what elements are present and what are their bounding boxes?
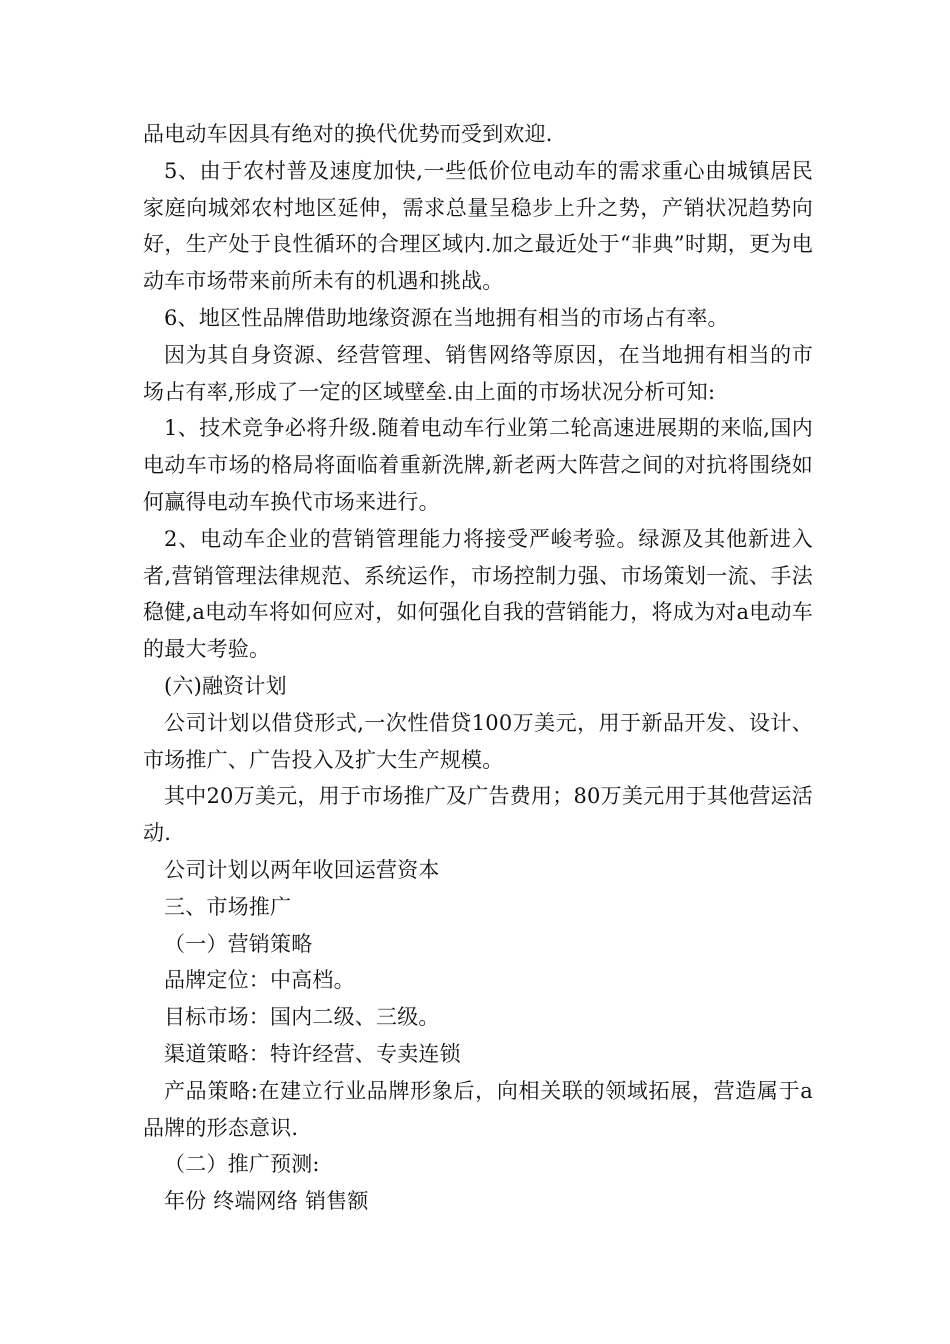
subsection-heading-promotion-forecast: （二）推广预测: bbox=[164, 1152, 320, 1177]
paragraph-3: 6、地区性品牌借助地缘资源在当地拥有相当的市场占有率。 bbox=[164, 305, 729, 330]
paragraph-5: 1、技术竞争必将升级.随着电动车行业第二轮高速进展期的来临,国内电动车市场的格局将面临着重新洗牌,新老两大阵营之间的对抗将围绕如何赢得电动车换代市场来进行。 bbox=[143, 416, 813, 514]
paragraph-6: 2、电动车企业的营销管理能力将接受严峻考验。绿源及其他新进入者,营销管理法律规范、系统运作，市场控制力强、市场策划一流、手法稳健,a电动车将如何应对，如何强化自我的营销能力，将成为对a电动车的最大考验。 bbox=[143, 526, 813, 662]
paragraph-7: 公司计划以借贷形式,一次性借贷100万美元，用于新品开发、设计、市场推广、广告投入及扩大生产规模。 bbox=[143, 710, 813, 772]
section-heading-financing-plan: (六)融资计划 bbox=[164, 673, 287, 698]
paragraph-target-market: 目标市场：国内二级、三级。 bbox=[164, 1005, 440, 1030]
document-body bbox=[143, 116, 813, 1220]
paragraph-9: 公司计划以两年收回运营资本 bbox=[164, 857, 440, 882]
subsection-heading-marketing-strategy: （一）营销策略 bbox=[164, 931, 313, 956]
paragraph-4: 因为其自身资源、经营管理、销售网络等原因，在当地拥有相当的市场占有率,形成了一定的区域壁垒.由上面的市场状况分析可知: bbox=[143, 342, 813, 404]
paragraph-brand-positioning: 品牌定位：中高档。 bbox=[164, 968, 355, 993]
paragraph-product-strategy: 产品策略:在建立行业品牌形象后，向相关联的领域拓展，营造属于a品牌的形态意识. bbox=[143, 1078, 813, 1140]
paragraph-2: 5、由于农村普及速度加快,一些低价位电动车的需求重心由城镇居民家庭向城郊农村地区延伸，需求总量呈稳步上升之势，产销状况趋势向好，生产处于良性循环的合理区域内.加之最近处于“非典”时期，更为电动车市场带来前所未有的机遇和挑战。 bbox=[143, 158, 813, 294]
paragraph-8: 其中20万美元，用于市场推广及广告费用；80万美元用于其他营运活动. bbox=[143, 784, 813, 846]
section-heading-market-promotion: 三、市场推广 bbox=[164, 894, 292, 919]
paragraph-1: 品电动车因具有绝对的换代优势而受到欢迎. bbox=[143, 122, 553, 146]
table-header-line: 年份 终端网络 销售额 bbox=[164, 1189, 369, 1214]
paragraph-channel-strategy: 渠道策略：特许经营、专卖连锁 bbox=[164, 1041, 461, 1066]
